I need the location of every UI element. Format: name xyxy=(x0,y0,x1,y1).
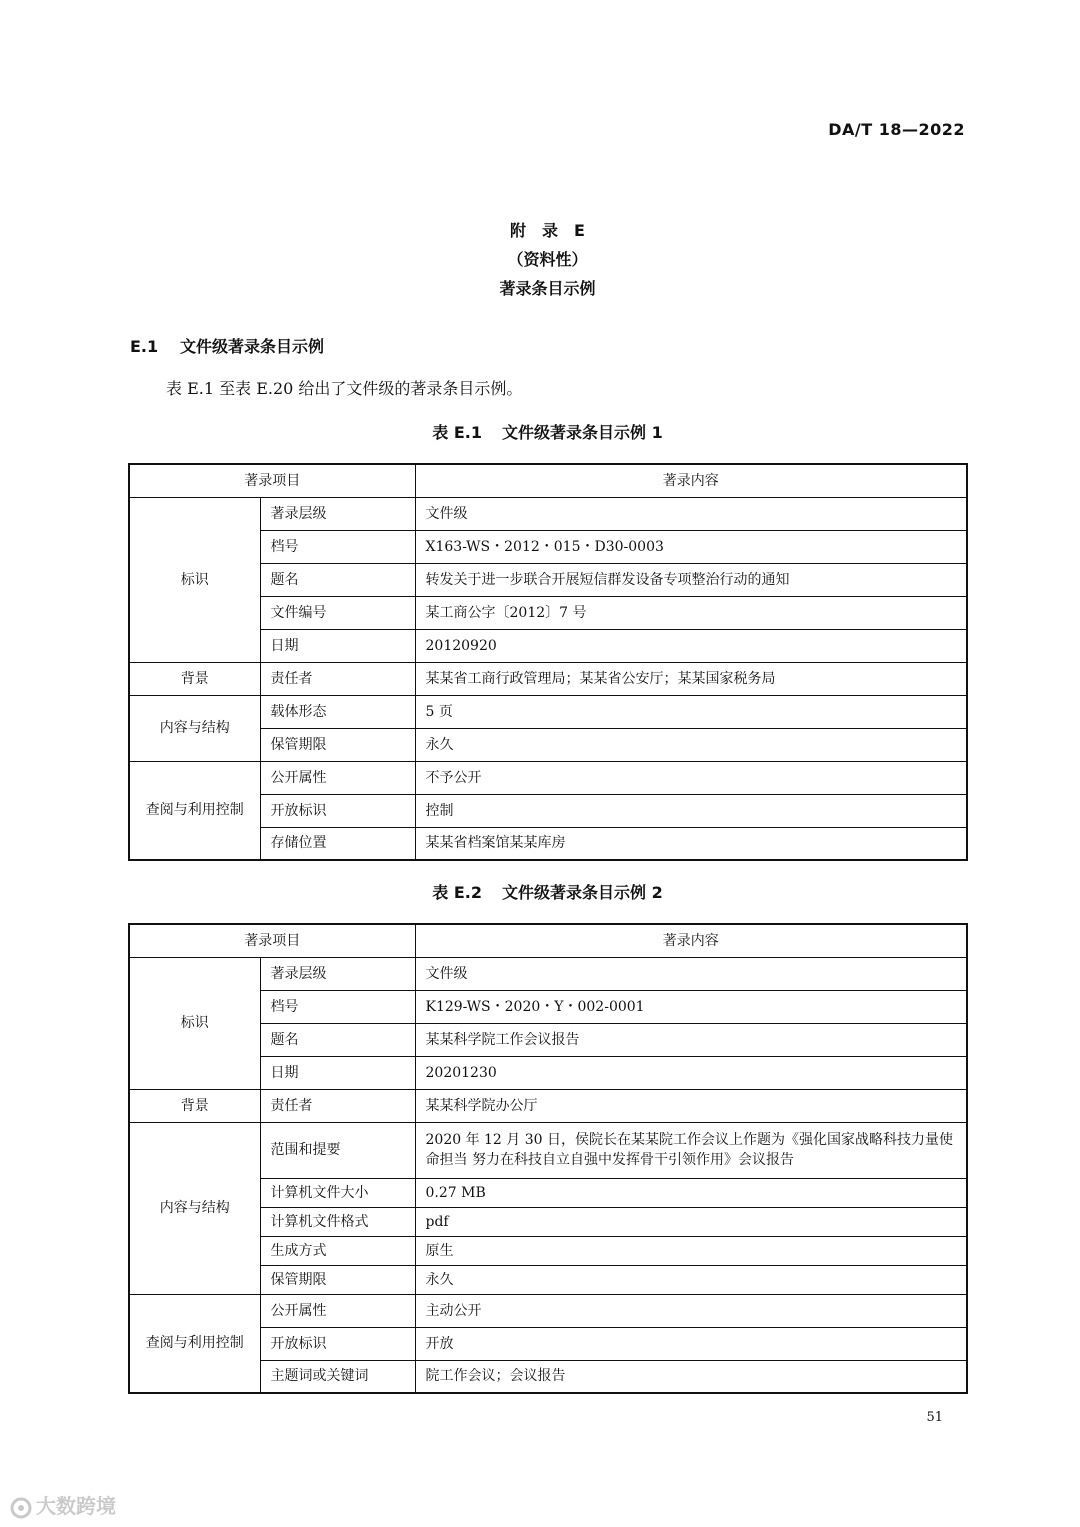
value-cell: 不予公开 xyxy=(415,761,967,794)
category-cell: 内容与结构 xyxy=(129,695,260,761)
category-cell: 内容与结构 xyxy=(129,1122,260,1294)
table1 xyxy=(128,463,968,861)
table1-caption-title: 文件级著录条目示例 1 xyxy=(502,423,663,442)
value-cell: 20120920 xyxy=(415,629,967,662)
value-cell: 某某省工商行政管理局；某某省公安厅；某某国家税务局 xyxy=(415,662,967,695)
field-cell: 著录层级 xyxy=(260,957,415,990)
field-cell: 公开属性 xyxy=(260,761,415,794)
value-cell: 院工作会议；会议报告 xyxy=(415,1360,967,1393)
category-cell: 查阅与利用控制 xyxy=(129,1294,260,1393)
header-content: 著录内容 xyxy=(415,464,967,497)
value-cell: 开放 xyxy=(415,1327,967,1360)
field-cell: 保管期限 xyxy=(260,1265,415,1294)
table2-caption xyxy=(0,880,1080,903)
field-cell: 计算机文件大小 xyxy=(260,1178,415,1207)
table-row xyxy=(129,1089,967,1122)
table-row xyxy=(129,761,967,794)
category-cell: 标识 xyxy=(129,957,260,1089)
watermark-text: 大数跨境 xyxy=(36,1494,116,1518)
value-cell: 控制 xyxy=(415,794,967,827)
table-row xyxy=(129,1122,967,1178)
value-cell: 文件级 xyxy=(415,497,967,530)
field-cell: 载体形态 xyxy=(260,695,415,728)
table-row xyxy=(129,662,967,695)
value-cell: 某某省档案馆某某库房 xyxy=(415,827,967,860)
category-cell: 背景 xyxy=(129,662,260,695)
appendix-nature: （资料性） xyxy=(507,250,588,269)
watermark-logo-icon xyxy=(10,1497,32,1519)
value-cell: X163-WS・2012・015・D30-0003 xyxy=(415,530,967,563)
value-cell: 主动公开 xyxy=(415,1294,967,1327)
value-cell: 2020 年 12 月 30 日，侯院长在某某院工作会议上作题为《强化国家战略科技力量使命担当 努力在科技自立自强中发挥骨干引领作用》会议报告 xyxy=(415,1122,967,1178)
value-cell: 某工商公字〔2012〕7 号 xyxy=(415,596,967,629)
appendix-title: 附 录 E xyxy=(510,221,585,240)
section-heading xyxy=(130,334,324,357)
value-cell: pdf xyxy=(415,1207,967,1236)
section-title: 文件级著录条目示例 xyxy=(180,337,325,356)
field-cell: 开放标识 xyxy=(260,1327,415,1360)
appendix-heading xyxy=(0,216,1080,303)
value-cell: 永久 xyxy=(415,728,967,761)
header-item: 著录项目 xyxy=(129,924,415,957)
field-cell: 题名 xyxy=(260,563,415,596)
header-content: 著录内容 xyxy=(415,924,967,957)
value-cell: 转发关于进一步联合开展短信群发设备专项整治行动的通知 xyxy=(415,563,967,596)
table2-caption-title: 文件级著录条目示例 2 xyxy=(502,883,663,902)
value-cell: 某某科学院工作会议报告 xyxy=(415,1023,967,1056)
value-cell: 0.27 MB xyxy=(415,1178,967,1207)
field-cell: 著录层级 xyxy=(260,497,415,530)
value-cell: K129-WS・2020・Y・002-0001 xyxy=(415,990,967,1023)
table-row xyxy=(129,957,967,990)
field-cell: 责任者 xyxy=(260,1089,415,1122)
field-cell: 责任者 xyxy=(260,662,415,695)
field-cell: 日期 xyxy=(260,1056,415,1089)
category-cell: 背景 xyxy=(129,1089,260,1122)
table2-caption-number: 表 E.2 xyxy=(432,883,482,902)
category-cell: 查阅与利用控制 xyxy=(129,761,260,860)
section-number: E.1 xyxy=(130,337,159,356)
value-cell: 某某科学院办公厅 xyxy=(415,1089,967,1122)
field-cell: 主题词或关键词 xyxy=(260,1360,415,1393)
watermark xyxy=(10,1490,116,1519)
field-cell: 档号 xyxy=(260,530,415,563)
field-cell: 公开属性 xyxy=(260,1294,415,1327)
table1-caption-number: 表 E.1 xyxy=(432,423,482,442)
value-cell: 20201230 xyxy=(415,1056,967,1089)
header-item: 著录项目 xyxy=(129,464,415,497)
table-row xyxy=(129,497,967,530)
field-cell: 范围和提要 xyxy=(260,1122,415,1178)
field-cell: 存储位置 xyxy=(260,827,415,860)
field-cell: 日期 xyxy=(260,629,415,662)
field-cell: 题名 xyxy=(260,1023,415,1056)
intro-paragraph: 表 E.1 至表 E.20 给出了文件级的著录条目示例。 xyxy=(166,379,523,398)
table-row xyxy=(129,1294,967,1327)
field-cell: 开放标识 xyxy=(260,794,415,827)
field-cell: 文件编号 xyxy=(260,596,415,629)
field-cell: 生成方式 xyxy=(260,1236,415,1265)
field-cell: 档号 xyxy=(260,990,415,1023)
table1-caption xyxy=(0,420,1080,443)
table-row xyxy=(129,695,967,728)
appendix-subject: 著录条目示例 xyxy=(499,279,596,298)
value-cell: 5 页 xyxy=(415,695,967,728)
standard-code: DA/T 18—2022 xyxy=(828,120,965,139)
field-cell: 保管期限 xyxy=(260,728,415,761)
table2 xyxy=(128,923,968,1394)
value-cell: 原生 xyxy=(415,1236,967,1265)
value-cell: 永久 xyxy=(415,1265,967,1294)
field-cell: 计算机文件格式 xyxy=(260,1207,415,1236)
page-number: 51 xyxy=(926,1410,943,1425)
category-cell: 标识 xyxy=(129,497,260,662)
value-cell: 文件级 xyxy=(415,957,967,990)
